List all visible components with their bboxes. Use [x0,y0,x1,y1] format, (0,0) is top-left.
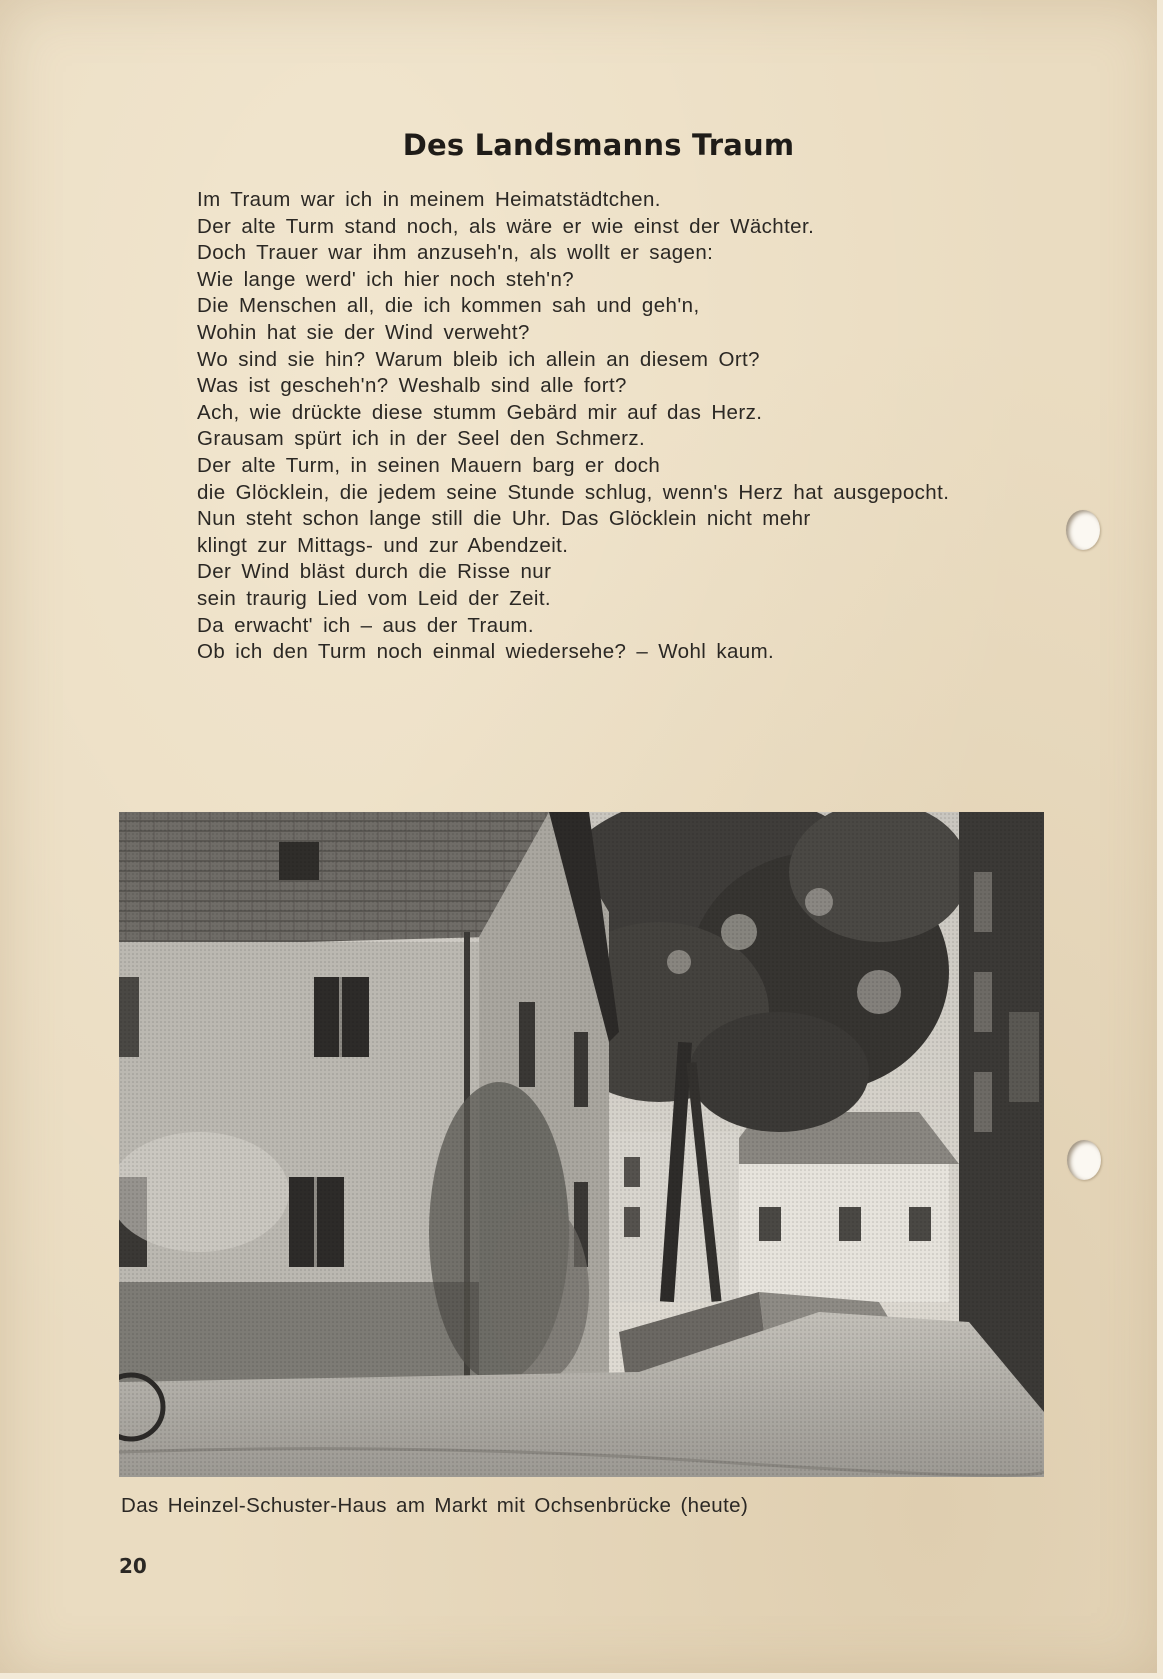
poem-line: die Glöcklein, die jedem seine Stunde schlug, wenn's Herz hat ausgepocht. [197,480,950,504]
page-edge-bottom [0,1673,1163,1679]
poem-title: Des Landsmanns Traum [402,128,795,162]
poem-line: Der alte Turm stand noch, als wäre er wie einst der Wächter. [197,214,815,238]
poem-line: Da erwacht' ich – aus der Traum. [197,613,534,637]
street-photo [119,812,1044,1477]
poem-line: Was ist gescheh'n? Weshalb sind alle fort? [197,374,627,398]
punch-hole-top [1066,510,1100,550]
poem-line: Die Menschen all, die ich kommen sah und geh'n, [197,294,700,318]
poem-line: Grausam spürt ich in der Seel den Schmerz. [197,427,646,451]
photo-halftone [119,812,1044,1477]
page-number: 20 [119,1554,147,1578]
poem-body [197,187,1077,666]
photo-illustration [119,812,1044,1477]
photo-caption: Das Heinzel-Schuster-Haus am Markt mit Ochsenbrücke (heute) [121,1494,749,1517]
poem-line: Wohin hat sie der Wind verweht? [197,320,530,344]
poem-line: Der Wind bläst durch die Risse nur [197,560,552,584]
poem-line: klingt zur Mittags- und zur Abendzeit. [197,533,569,557]
poem-line: Im Traum war ich in meinem Heimatstädtchen. [197,188,661,211]
poem-line: Ob ich den Turm noch einmal wiedersehe? – Wohl kaum. [197,640,775,664]
page-edge-right [1157,0,1163,1679]
poem-line: Wo sind sie hin? Warum bleib ich allein an diesem Ort? [197,347,760,371]
poem-line: Nun steht schon lange still die Uhr. Das Glöcklein nicht mehr [197,507,811,531]
poem-line: Wie lange werd' ich hier noch steh'n? [197,267,575,291]
poem-line: Der alte Turm, in seinen Mauern barg er doch [197,453,661,477]
punch-hole-bottom [1067,1140,1101,1180]
poem-line: Ach, wie drückte diese stumm Gebärd mir auf das Herz. [197,400,763,424]
poem-line: Doch Trauer war ihm anzuseh'n, als wollt er sagen: [197,241,714,265]
poem-line: sein traurig Lied vom Leid der Zeit. [197,586,552,610]
